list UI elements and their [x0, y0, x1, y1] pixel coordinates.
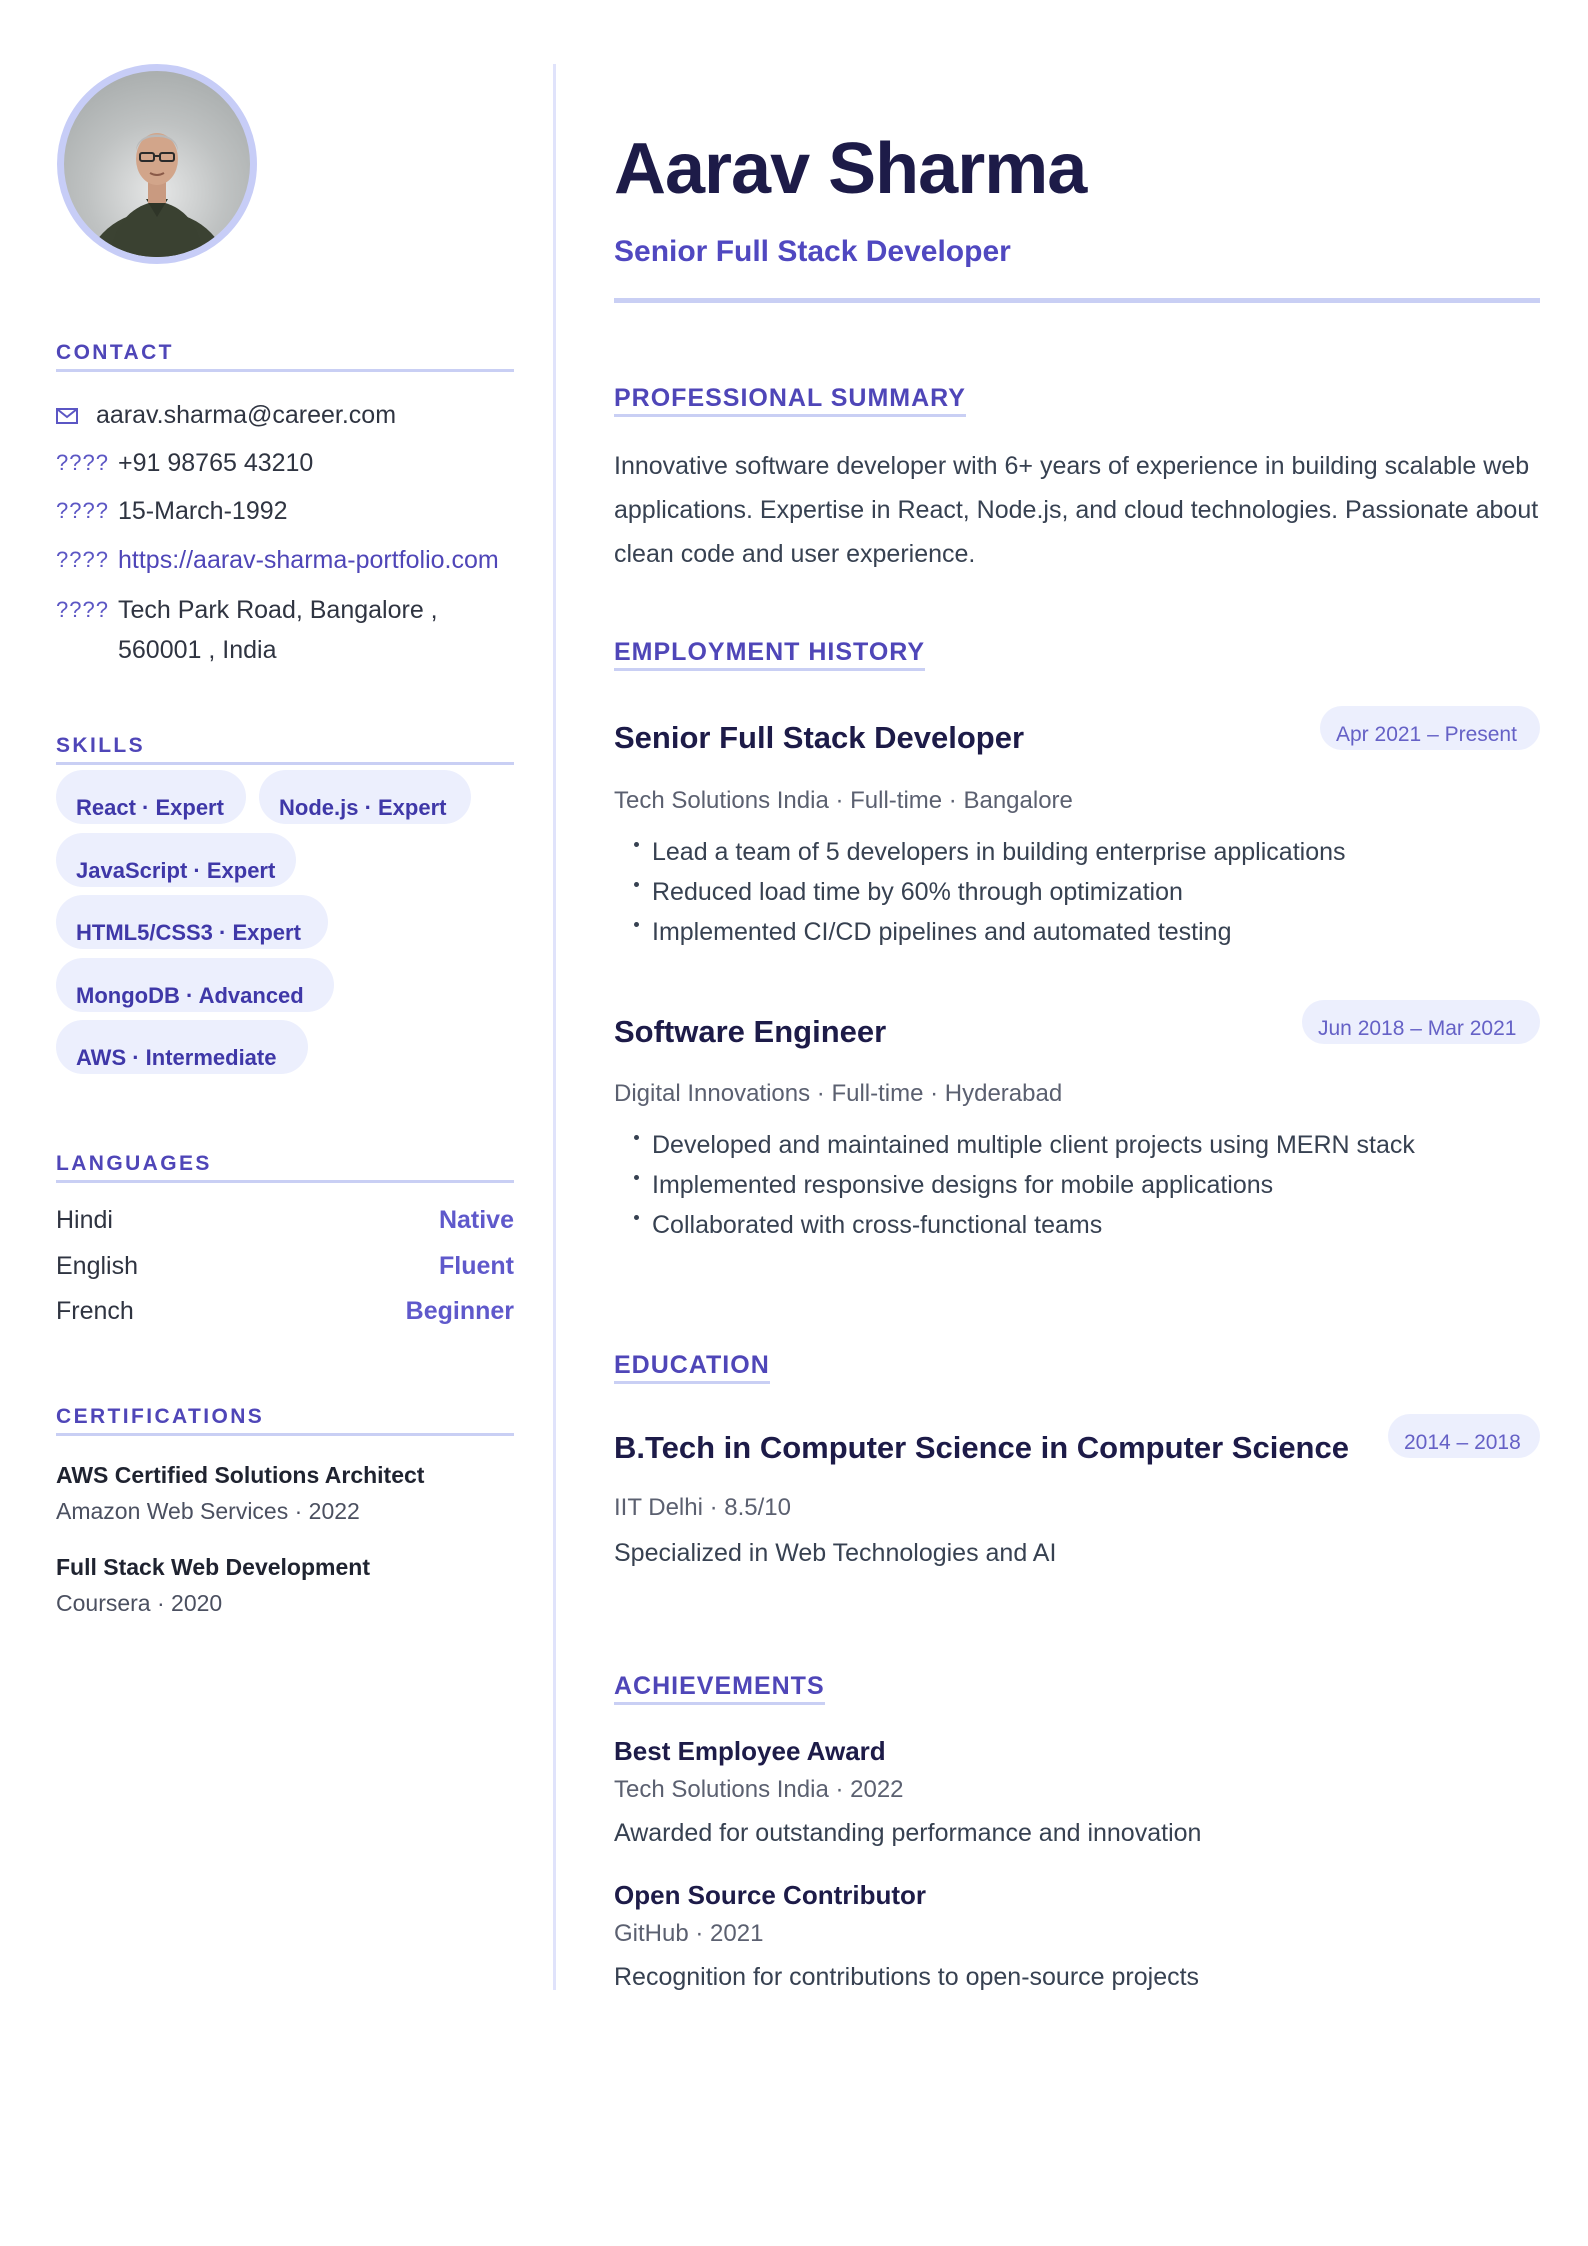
birthday-value: 15-March-1992 [118, 497, 288, 525]
skill-pill [56, 958, 334, 1012]
job-company: Tech Solutions India · Full-time · Bangalore [614, 787, 1073, 814]
job-bullet: Lead a team of 5 developers in building enterprise applications [634, 832, 1346, 872]
skill-label: Node.js · Expert [279, 795, 447, 820]
header-divider [614, 298, 1540, 303]
person-photo-icon [64, 71, 250, 257]
skill-pill [56, 1020, 308, 1074]
education-dates-badge [1388, 1414, 1540, 1458]
job-company: Digital Innovations · Full-time · Hyderabad [614, 1080, 1063, 1107]
job-dates: Jun 2018 – Mar 2021 [1318, 1017, 1517, 1040]
employment-heading: EMPLOYMENT HISTORY [614, 636, 925, 671]
language-row [56, 1295, 514, 1327]
phone-icon: ???? [56, 450, 109, 475]
skill-label: React · Expert [76, 795, 224, 820]
language-level: Fluent [439, 1252, 514, 1280]
job-bullet: Collaborated with cross-functional teams [634, 1205, 1415, 1245]
language-name: Hindi [56, 1206, 113, 1234]
skill-pill [56, 833, 296, 887]
education-degree: B.Tech in Computer Science in Computer Science [614, 1430, 1349, 1465]
job-bullet: Implemented responsive designs for mobile applications [634, 1165, 1415, 1205]
job-dates-badge [1302, 1000, 1540, 1044]
cert-issuer: Coursera · 2020 [56, 1590, 223, 1616]
achievement-desc: Recognition for contributions to open-source projects [614, 1963, 1200, 1991]
skill-label: HTML5/CSS3 · Expert [76, 920, 301, 945]
contact-address [56, 590, 514, 670]
education-school: IIT Delhi · 8.5/10 [614, 1494, 791, 1521]
language-row [56, 1204, 514, 1236]
contact-phone [56, 443, 313, 483]
mail-icon [56, 395, 96, 435]
candidate-title: Senior Full Stack Developer [614, 235, 1011, 268]
skill-label: MongoDB · Advanced [76, 983, 304, 1008]
job-bullet: Implemented CI/CD pipelines and automated testing [634, 912, 1346, 952]
language-level: Beginner [405, 1297, 514, 1325]
skills-heading: SKILLS [56, 733, 514, 765]
cert-title: Full Stack Web Development [56, 1554, 370, 1580]
achievement-source: Tech Solutions India · 2022 [614, 1776, 904, 1803]
contact-website [56, 540, 499, 580]
contact-heading: CONTACT [56, 340, 514, 372]
achievement-title: Best Employee Award [614, 1736, 886, 1766]
job-bullet: Developed and maintained multiple client projects using MERN stack [634, 1125, 1415, 1165]
candidate-name: Aarav Sharma [614, 129, 1087, 209]
cert-issuer: Amazon Web Services · 2022 [56, 1498, 360, 1524]
email-value[interactable]: aarav.sharma@career.com [96, 401, 397, 429]
column-divider [553, 64, 556, 1990]
contact-birthday [56, 491, 288, 531]
job-role: Senior Full Stack Developer [614, 720, 1025, 755]
skill-label: JavaScript · Expert [76, 858, 276, 883]
summary-text: Innovative software developer with 6+ years of experience in building scalable web applications. Expertise in React, Node.js, and cloud technologies. Passionate about clean code and user experience. [614, 452, 1539, 568]
achievement-title: Open Source Contributor [614, 1880, 926, 1910]
language-name: French [56, 1297, 134, 1325]
link-icon: ???? [56, 547, 109, 572]
job-bullets [634, 832, 1346, 952]
contact-email [56, 395, 396, 435]
location-icon: ???? [56, 597, 109, 622]
language-level: Native [438, 1206, 514, 1234]
language-row [56, 1250, 514, 1282]
profile-photo [57, 64, 257, 264]
achievement-source: GitHub · 2021 [614, 1920, 764, 1947]
job-dates: Apr 2021 – Present [1336, 723, 1517, 746]
job-bullet: Reduced load time by 60% through optimization [634, 872, 1346, 912]
phone-value: +91 98765 43210 [118, 449, 314, 477]
education-heading: EDUCATION [614, 1349, 770, 1384]
birthday-icon: ???? [56, 498, 109, 523]
certifications-heading: CERTIFICATIONS [56, 1404, 514, 1436]
summary-heading: PROFESSIONAL SUMMARY [614, 382, 966, 417]
skill-pill [259, 770, 471, 824]
skill-pill [56, 895, 328, 949]
website-link[interactable]: https://aarav-sharma-portfolio.com [118, 546, 499, 574]
cert-title: AWS Certified Solutions Architect [56, 1462, 425, 1488]
languages-heading: LANGUAGES [56, 1151, 514, 1183]
education-dates: 2014 – 2018 [1404, 1431, 1521, 1454]
skill-pill [56, 770, 246, 824]
language-name: English [56, 1252, 138, 1280]
job-bullets [634, 1125, 1415, 1245]
achievements-heading: ACHIEVEMENTS [614, 1670, 825, 1705]
job-role: Software Engineer [614, 1014, 887, 1049]
skill-label: AWS · Intermediate [76, 1045, 277, 1070]
address-value: Tech Park Road, Bangalore , 560001 , India [118, 596, 438, 664]
education-note: Specialized in Web Technologies and AI [614, 1539, 1057, 1567]
achievement-desc: Awarded for outstanding performance and innovation [614, 1819, 1202, 1847]
job-dates-badge [1320, 706, 1540, 750]
